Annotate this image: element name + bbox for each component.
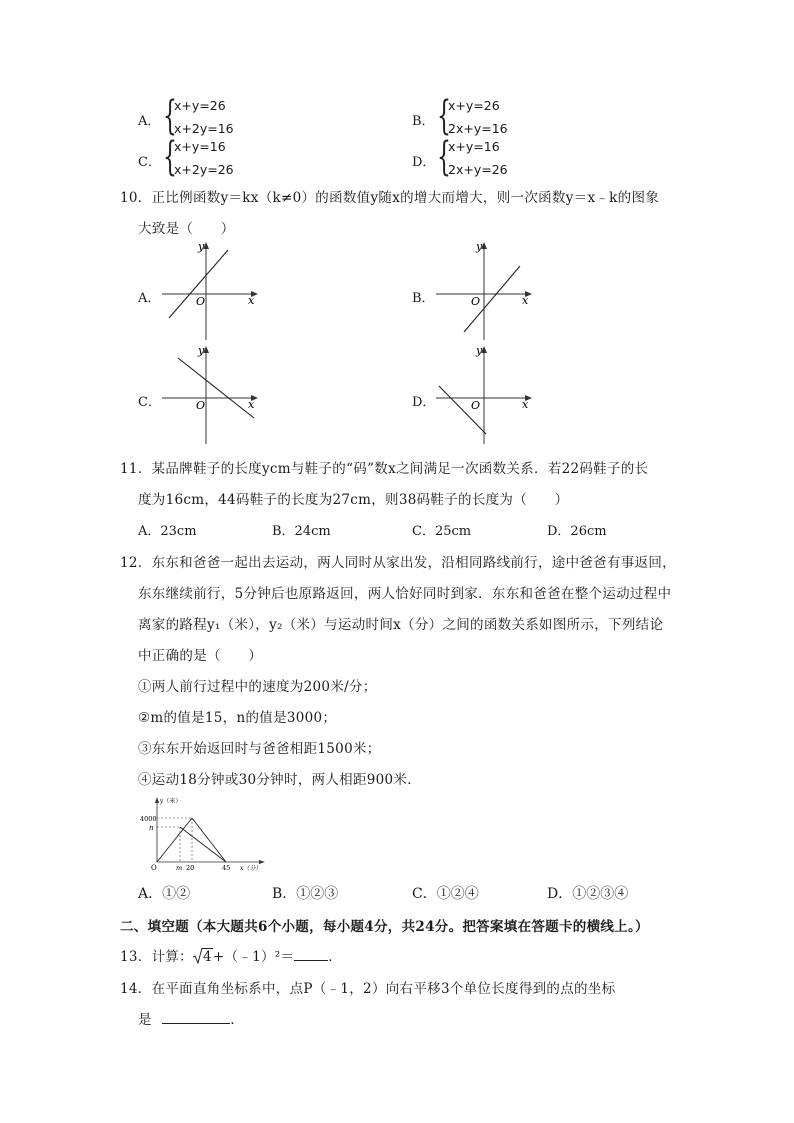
q11-stem-line2: 度为16cm，44码鞋子的长度为27cm，则38码鞋子的长度为（ ） (138, 492, 569, 508)
q12-option-d: D．①②③④ (547, 886, 629, 902)
x-axis-label: x (522, 294, 529, 307)
section-2-heading: 二、填空题（本大题共6个小题，每小题4分，共24分。把答案填在答题卡的横线上。） (120, 919, 649, 935)
q12-option-b: B．①②③ (272, 886, 339, 902)
q14-end: ． (230, 1012, 245, 1028)
sqrt-icon (193, 949, 213, 965)
q12-tick-20: 20 (186, 864, 195, 872)
brace-icon: { (163, 93, 177, 139)
q14-answer-blank[interactable] (162, 1023, 230, 1024)
q12-origin: O (151, 864, 157, 872)
q14-stem-line1: 14．在平面直角坐标系中，点P（﹣1，2）向右平移3个单位长度得到的点的坐标 (120, 981, 616, 997)
y-axis-label: y (198, 344, 205, 357)
q12-option-c: C．①②④ (412, 886, 479, 902)
y-axis-label: y (198, 240, 205, 253)
q9-b-eq1: x+y=26 (448, 98, 500, 113)
q10-graph-b (434, 240, 534, 345)
x-axis-label: x (522, 398, 529, 411)
q9-c-eq2: x+2y=26 (174, 162, 234, 177)
q10-option-d-label: D． (412, 395, 436, 410)
q12-statement-3: ③东东开始返回时与爸爸相距1500米； (138, 741, 381, 757)
q14-prefix: 是 (138, 1012, 152, 1028)
q13-rest: +（﹣1）²＝ (212, 949, 295, 965)
origin-label: O (196, 295, 206, 308)
q12-statement-1: ①两人前行过程中的速度为200米/分； (138, 679, 377, 695)
q12-statement-2: ②m的值是15，n的值是3000； (138, 710, 337, 726)
q13-line (120, 945, 342, 965)
q9-option-a-label: A． (138, 114, 161, 129)
q10-stem-line1: 10．正比例函数y＝kx（k≠0）的函数值y随x的增大而增大，则一次函数y＝x﹣k的图象 (120, 190, 660, 206)
q12-y-label: y（米） (160, 798, 182, 805)
q10-option-b-label: B． (412, 291, 435, 306)
q12-option-a: A．①② (138, 886, 191, 902)
q11-option-c: C．25cm (412, 524, 472, 539)
q11-stem-line1: 11．某品牌鞋子的长度ycm与鞋子的“码”数x之间满足一次函数关系．若22码鞋子的长 (120, 461, 649, 477)
q12-tick-n: n (149, 824, 154, 832)
q11-option-b: B．24cm (272, 524, 331, 539)
q11-option-a: A．23cm (138, 524, 197, 539)
q10-graph-a (160, 240, 260, 345)
q11-option-d: D．26cm (547, 524, 607, 539)
q13-answer-blank[interactable] (294, 960, 328, 961)
q10-graph-d (434, 344, 534, 449)
q12-stem-line3: 离家的路程y₁（米），y₂（米）与运动时间x（分）之间的函数关系如图所示，下列结论 (138, 617, 664, 633)
q14-stem-line2 (138, 1008, 244, 1028)
q9-option-c-label: C． (138, 155, 161, 170)
q9-option-b-label: B． (412, 114, 435, 129)
q12-tick-4000: 4000 (140, 815, 157, 823)
q10-option-c-label: C． (138, 395, 161, 410)
q12-stem-line2: 东东继续前行，5分钟后也原路返回，两人恰好同时到家．东东和爸爸在整个运动过程中 (138, 586, 672, 602)
q12-tick-m: m (176, 864, 183, 872)
q12-distance-time-graph (140, 796, 270, 872)
q12-stem-line4: 中正确的是（ ） (138, 648, 263, 664)
q9-c-eq1: x+y=16 (174, 139, 226, 154)
y-axis-label: y (476, 240, 483, 253)
q9-d-eq2: 2x+y=26 (448, 162, 508, 177)
q12-statement-4: ④运动18分钟或30分钟时，两人相距900米． (138, 772, 422, 788)
q10-option-a-label: A． (138, 291, 161, 306)
q10-graph-c (160, 344, 260, 449)
x-axis-label: x (248, 398, 255, 411)
q13-prefix: 13．计算： (120, 949, 193, 965)
q12-tick-45: 45 (222, 864, 231, 872)
q10-stem-line2: 大致是（ ） (138, 221, 235, 237)
q9-d-eq1: x+y=16 (448, 139, 500, 154)
q9-b-eq2: 2x+y=16 (448, 121, 508, 136)
origin-label: O (471, 399, 481, 412)
y-axis-label: y (476, 344, 483, 357)
q12-stem-line1: 12．东东和爸爸一起出去运动，两人同时从家出发，沿相同路线前行，途中爸爸有事返回， (120, 555, 676, 571)
x-axis-label: x (248, 294, 255, 307)
brace-icon: { (163, 134, 177, 180)
q13-end: ． (328, 949, 343, 965)
brace-icon: { (437, 93, 451, 139)
origin-label: O (196, 399, 206, 412)
q9-a-eq1: x+y=26 (174, 98, 226, 113)
origin-label: O (471, 295, 481, 308)
q13-radicand: 4 (202, 949, 212, 965)
brace-icon: { (437, 134, 451, 180)
q12-x-label: x（分） (240, 865, 262, 872)
q9-a-eq2: x+2y=16 (174, 121, 234, 136)
q9-option-d-label: D． (412, 155, 436, 170)
